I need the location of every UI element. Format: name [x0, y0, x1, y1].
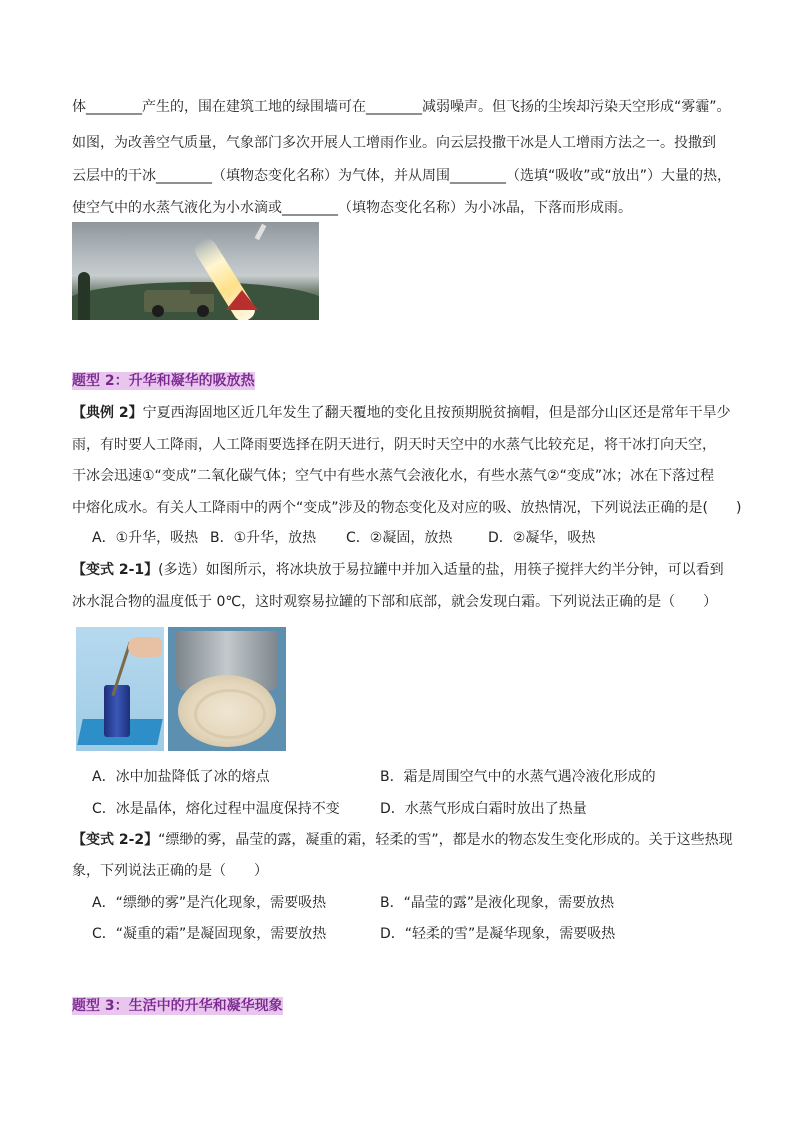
example-2-line-3: 干冰会迅速①“变成”二氧化碳气体；空气中有些水蒸气会液化水，有些水蒸气②“变成”冰；冰在下落过程	[72, 468, 715, 484]
example-2-option-d: D．②凝华，吸热	[488, 530, 596, 546]
variant-2-2-line-1: 【变式 2-2】“缥缈的雾，晶莹的露，凝重的霜，轻柔的雪”，都是水的物态发生变化形成的。关于这些热现	[72, 832, 733, 848]
variant-2-1-option-d: D．水蒸气形成白霜时放出了热量	[380, 801, 587, 817]
intro-line-1: 体________产生的，围在建筑工地的绿围墙可在________减弱噪声。但飞扬的尘埃却污染天空形成“雾霾”。	[72, 99, 731, 115]
example-2-option-c: C．②凝固，放热	[346, 530, 453, 546]
variant-2-2-line-2: 象，下列说法正确的是（ ）	[72, 863, 268, 879]
variant-2-2-option-b: B．“晶莹的露”是液化现象，需要放热	[380, 895, 615, 911]
variant-2-1-option-b: B．霜是周围空气中的水蒸气遇冷液化形成的	[380, 769, 656, 785]
intro-line-3: 云层中的干冰________（填物态变化名称）为气体，并从周围________（选填“吸收”或“放出”）大量的热，	[72, 168, 732, 184]
variant-2-2-option-c: C．“凝重的霜”是凝固现象，需要放热	[92, 926, 327, 942]
variant-2-2-tag: 【变式 2-2】	[72, 832, 159, 848]
intro-line-2: 如图，为改善空气质量，气象部门多次开展人工增雨作业。向云层投撒干冰是人工增雨方法之一。投撒到	[72, 135, 716, 151]
can-stirring-photo	[76, 627, 164, 751]
example-2-option-a: A．①升华，吸热	[92, 530, 199, 546]
example-2-line-1: 【典例 2】宁夏西海固地区近几年发生了翻天覆地的变化且按预期脱贫摘帽，但是部分山区还是常年干旱少	[72, 405, 731, 421]
variant-2-1-option-c: C．冰是晶体，熔化过程中温度保持不变	[92, 801, 340, 817]
example-2-line-2: 雨，有时要人工降雨，人工降雨要选择在阴天进行，阴天时天空中的水蒸气比较充足，将干冰打向天空，	[72, 437, 716, 453]
rocket-launch-photo	[72, 222, 319, 320]
intro-line-4: 使空气中的水蒸气液化为小水滴或________（填物态变化名称）为小冰晶，下落而形成雨。	[72, 200, 632, 216]
variant-2-2-option-a: A．“缥缈的雾”是汽化现象，需要吸热	[92, 895, 327, 911]
variant-2-1-line-2: 冰水混合物的温度低于 0℃，这时观察易拉罐的下部和底部，就会发现白霜。下列说法正确的是（ ）	[72, 594, 718, 610]
section-title-2: 题型 2：升华和凝华的吸放热	[72, 373, 255, 389]
section-title-3: 题型 3：生活中的升华和凝华现象	[72, 998, 283, 1014]
variant-2-1-option-a: A．冰中加盐降低了冰的熔点	[92, 769, 270, 785]
variant-2-1-line-1: 【变式 2-1】(多选）如图所示，将冰块放于易拉罐中并加入适量的盐，用筷子搅拌大约半分钟，可以看到	[72, 562, 724, 578]
variant-2-2-option-d: D．“轻柔的雪”是凝华现象，需要吸热	[380, 926, 616, 942]
can-bottom-frost-photo	[168, 627, 286, 751]
example-2-line-4: 中熔化成水。有关人工降雨中的两个“变成”涉及的物态变化及对应的吸、放热情况，下列说法正确的是( )	[72, 500, 742, 516]
example-2-tag: 【典例 2】	[72, 405, 143, 421]
variant-2-1-tag: 【变式 2-1】	[72, 562, 159, 578]
example-2-option-b: B．①升华，放热	[210, 530, 317, 546]
